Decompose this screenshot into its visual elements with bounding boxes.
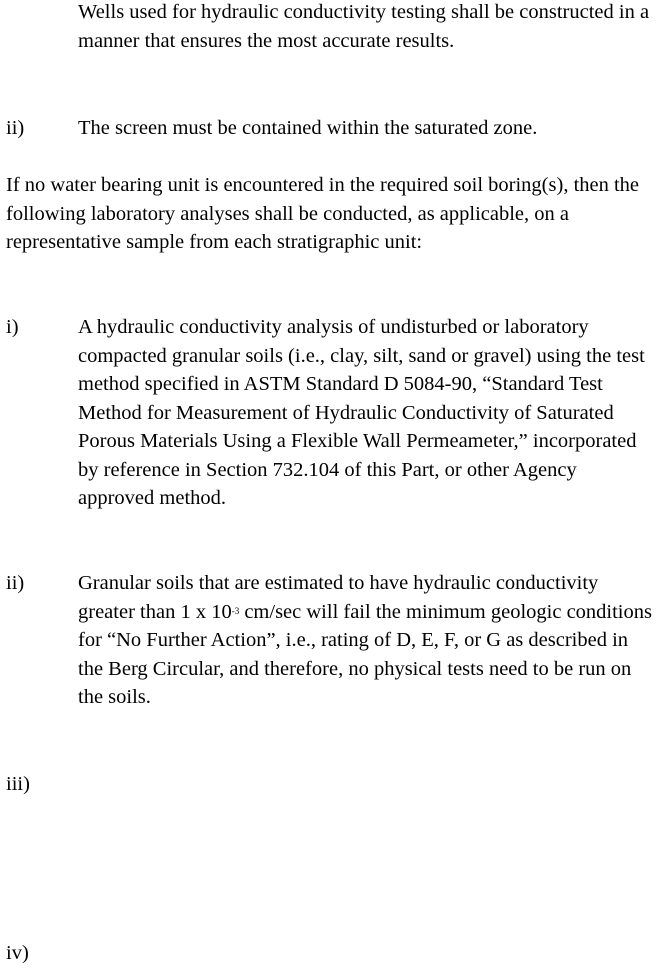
exponent: -3	[231, 605, 240, 616]
item-ii-marker: ii)	[6, 117, 25, 139]
item-i-marker: i)	[6, 316, 19, 338]
continuation-text: Wells used for hydraulic conductivity testing shall be constructed in a manner that ensures the most accurate results.	[78, 1, 650, 52]
item-ii-second-marker: ii)	[6, 572, 25, 594]
no-water-paragraph: If no water bearing unit is encountered in the required soil boring(s), then the following laboratory analyses shall be conducted, as applicable, on a representative sample from each stratigraphic unit:	[6, 174, 640, 253]
item-ii-text: The screen must be contained within the saturated zone.	[78, 117, 538, 139]
item-iv-marker: iv)	[6, 942, 29, 964]
item-i-text: A hydraulic conductivity analysis of undisturbed or laboratory compacted granular soils (i.e., clay, silt, sand or gravel) using the test method specified in ASTM Standard D 5084-90, “Standard Test Method for Measurement of Hydraulic Conductivity of Saturated Porous Materials Using a Flexible Wall Permeameter,” incorporated by reference in Section 732.104 of this Part, or other Agency approved method.	[78, 316, 645, 509]
text-before-exponent: Granular soils that are estimated to have hydraulic conductivity greater than 1 x 10	[78, 572, 599, 623]
text-after-exponent: cm/sec will fail the minimum geologic conditions for “No Further Action”, i.e., rating of D, E, F, or G as described in the Berg Circular, and therefore, no physical tests need to be run on the soils.	[78, 600, 652, 708]
item-ii-second-text	[78, 569, 658, 712]
item-iii-marker: iii)	[6, 773, 30, 795]
